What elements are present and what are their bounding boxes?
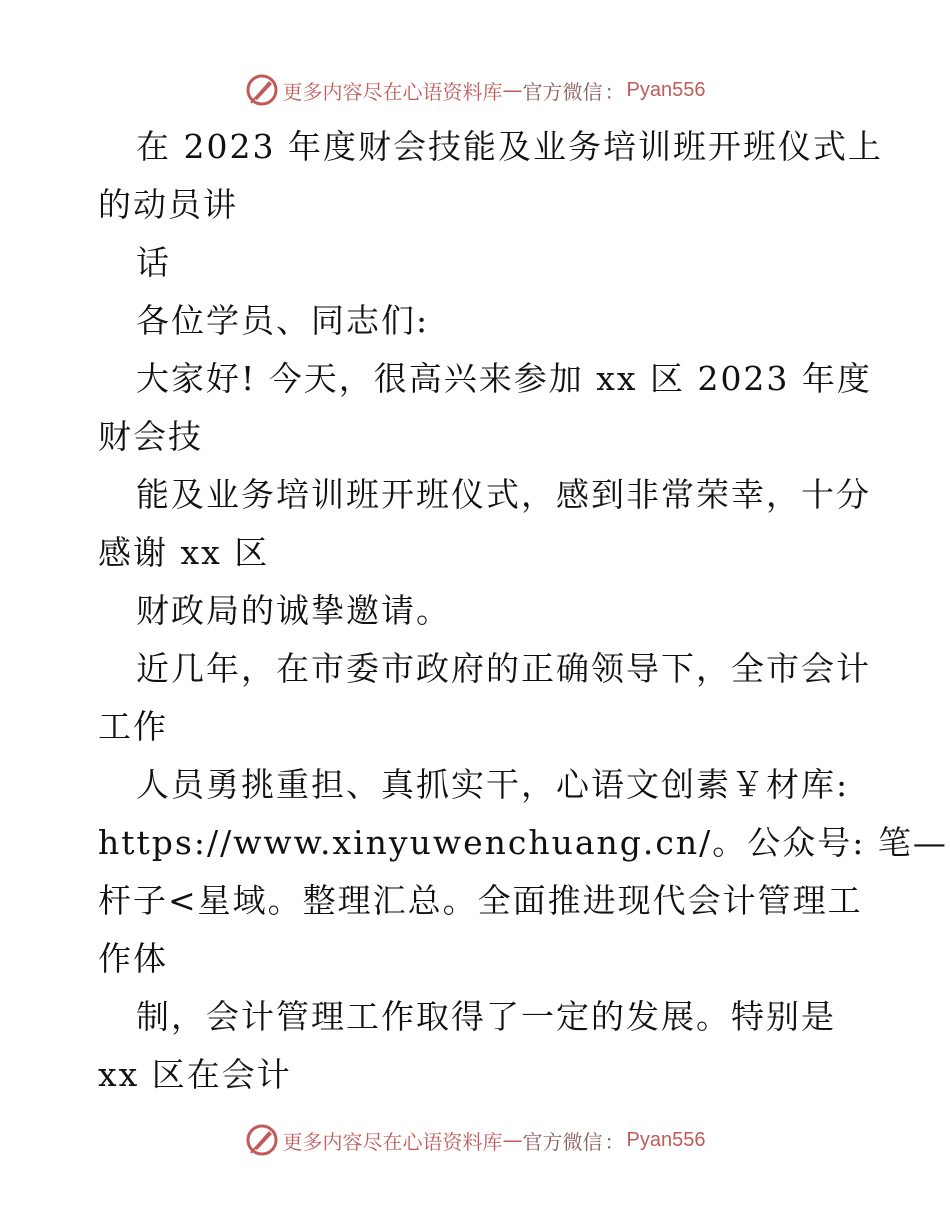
- banner-separator: ：: [604, 79, 625, 104]
- title-line-1: 在 2023 年度财会技能及业务培训班开班仪式上: [136, 127, 883, 166]
- title-line-2: 的动员讲: [98, 185, 238, 224]
- banner-separator: ：: [604, 1129, 625, 1154]
- quill-logo-icon: [245, 1123, 279, 1157]
- body-line: 大家好! 今天，很高兴来参加 xx 区 2023 年度: [136, 359, 872, 398]
- body-line: 近几年，在市委市政府的正确领导下，全市会计: [136, 649, 871, 688]
- document-body: [98, 118, 948, 1104]
- quill-logo-icon: [245, 73, 279, 107]
- body-line: 能及业务培训班开班仪式，感到非常荣幸，十分: [136, 475, 871, 514]
- body-line: 作体: [98, 939, 168, 978]
- body-line: 人员勇挑重担、真抓实干，心语文创素￥材库:: [136, 765, 850, 804]
- body-line: 财会技: [98, 417, 203, 456]
- banner-wechat-id: Pyan556: [626, 78, 706, 101]
- title-line-3: 话: [136, 243, 171, 282]
- body-line: xx 区在会计: [98, 1055, 292, 1094]
- banner-wechat-label: 官方微信: [522, 79, 603, 104]
- banner-wechat-label: 官方微信: [522, 1129, 603, 1154]
- banner-dash: —: [502, 1128, 523, 1152]
- body-line: 制，会计管理工作取得了一定的发展。特别是: [136, 997, 836, 1036]
- body-line: https://www.xinyuwenchuang.cn/。公众号: 笔—: [98, 823, 948, 862]
- body-line: 财政局的诚挚邀请。: [136, 591, 451, 630]
- banner-dash: —: [502, 78, 523, 102]
- body-line: 工作: [98, 707, 168, 746]
- body-line: 感谢 xx 区: [98, 533, 270, 572]
- salutation: 各位学员、同志们:: [136, 301, 430, 340]
- footer-banner: [0, 1120, 950, 1160]
- banner-wechat-id: Pyan556: [626, 1128, 706, 1151]
- banner-main-text: 更多内容尽在心语资料库: [282, 1129, 503, 1154]
- banner-main-text: 更多内容尽在心语资料库: [282, 79, 503, 104]
- body-line: 杆子<星域。整理汇总。全面推进现代会计管理工: [98, 881, 863, 920]
- header-banner: [0, 70, 950, 110]
